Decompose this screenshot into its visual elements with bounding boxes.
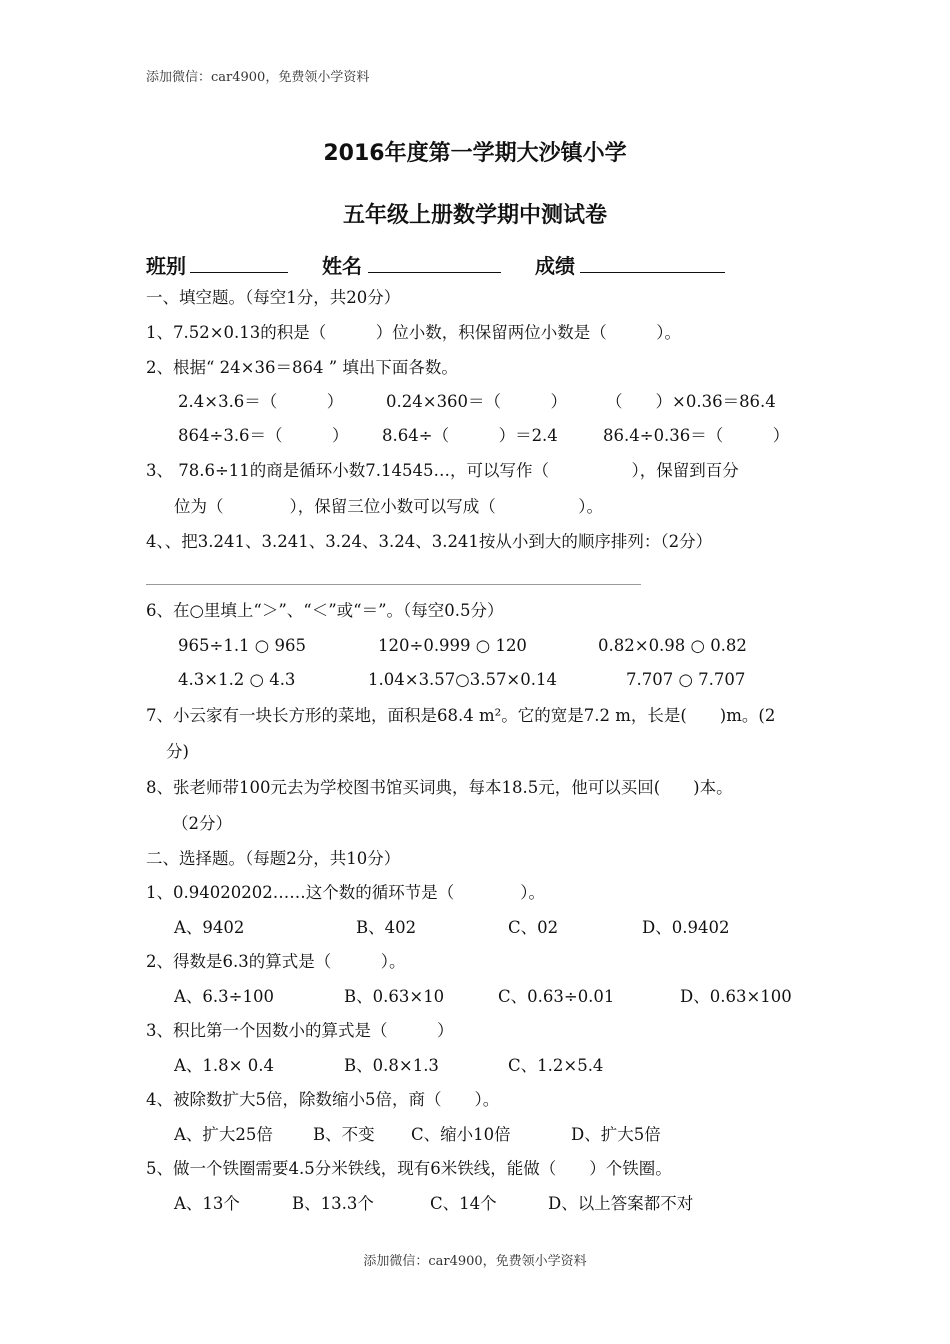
question-7: 7、小云家有一块长方形的菜地，面积是68.4 m²。它的宽是7.2 m，长是( )m。(2 bbox=[146, 706, 776, 725]
option[interactable]: D、以上答案都不对 bbox=[548, 1194, 694, 1213]
section1-heading: 一、填空题。（每空1分，共20分） bbox=[146, 288, 401, 307]
option[interactable]: A、1.8× 0.4 bbox=[174, 1056, 274, 1075]
name-label: 姓名 bbox=[322, 254, 362, 278]
q2-item: （ ）×0.36＝86.4 bbox=[606, 392, 776, 411]
option[interactable]: B、402 bbox=[356, 918, 417, 937]
q2-item: 864÷3.6＝（ ） bbox=[178, 426, 349, 445]
q2-item: 0.24×360＝（ ） bbox=[386, 392, 568, 411]
option[interactable]: A、6.3÷100 bbox=[174, 987, 274, 1006]
option[interactable]: C、缩小10倍 bbox=[411, 1125, 511, 1144]
question-2: 2、根据“ 24×36＝864 ” 填出下面各数。 bbox=[146, 358, 458, 377]
score-blank[interactable] bbox=[580, 272, 725, 273]
choice-question-5: 5、做一个铁圈需要4.5分米铁线，现有6米铁线，能做（ ）个铁圈。 bbox=[146, 1159, 672, 1178]
q6-item: 965÷1.1 ○ 965 bbox=[178, 636, 306, 655]
section2-heading: 二、选择题。（每题2分，共10分） bbox=[146, 849, 401, 868]
choice-question-4: 4、被除数扩大5倍，除数缩小5倍，商（ ）。 bbox=[146, 1090, 500, 1109]
option[interactable]: C、02 bbox=[508, 918, 559, 937]
answer-line[interactable] bbox=[146, 584, 641, 585]
question-6: 6、在○里填上“＞”、“＜”或“＝”。（每空0.5分） bbox=[146, 601, 504, 620]
q2-item: 86.4÷0.36＝（ ） bbox=[603, 426, 790, 445]
header-watermark: 添加微信：car4900，免费领小学资料 bbox=[146, 70, 370, 85]
question-3-cont: 位为（ ），保留三位小数可以写成（ ）。 bbox=[174, 497, 603, 516]
option[interactable]: D、0.9402 bbox=[642, 918, 730, 937]
footer-watermark: 添加微信：car4900，免费领小学资料 bbox=[363, 1254, 587, 1269]
option[interactable]: C、1.2×5.4 bbox=[508, 1056, 604, 1075]
q6-item: 4.3×1.2 ○ 4.3 bbox=[178, 670, 296, 689]
q6-item: 1.04×3.57○3.57×0.14 bbox=[368, 670, 558, 689]
option[interactable]: B、不变 bbox=[313, 1125, 375, 1144]
question-8: 8、张老师带100元去为学校图书馆买词典，每本18.5元，他可以买回( )本。 bbox=[146, 778, 733, 797]
option[interactable]: B、0.63×10 bbox=[344, 987, 445, 1006]
option[interactable]: D、0.63×100 bbox=[680, 987, 792, 1006]
option[interactable]: A、扩大25倍 bbox=[174, 1125, 273, 1144]
page-subtitle: 五年级上册数学期中测试卷 bbox=[342, 203, 607, 228]
option[interactable]: B、0.8×1.3 bbox=[344, 1056, 439, 1075]
option[interactable]: A、13个 bbox=[174, 1194, 240, 1213]
class-label: 班别 bbox=[146, 254, 186, 278]
q6-item: 7.707 ○ 7.707 bbox=[626, 670, 746, 689]
name-blank[interactable] bbox=[368, 272, 501, 273]
q2-item: 8.64÷（ ）＝2.4 bbox=[382, 426, 558, 445]
page-title: 2016年度第一学期大沙镇小学 bbox=[323, 141, 627, 166]
score-label: 成绩 bbox=[535, 254, 575, 278]
question-7-cont: 分) bbox=[166, 742, 189, 761]
question-1: 1、7.52×0.13的积是（ ）位小数，积保留两位小数是（ ）。 bbox=[146, 323, 682, 342]
option[interactable]: A、9402 bbox=[174, 918, 245, 937]
choice-question-3: 3、积比第一个因数小的算式是（ ） bbox=[146, 1021, 454, 1040]
option[interactable]: B、13.3个 bbox=[292, 1194, 374, 1213]
option[interactable]: C、14个 bbox=[430, 1194, 497, 1213]
question-3: 3、 78.6÷11的商是循环小数7.14545…，可以写作（ ），保留到百分 bbox=[146, 461, 739, 480]
question-8-cont: （2分） bbox=[172, 814, 232, 833]
choice-question-1: 1、0.94020202……这个数的循环节是（ ）。 bbox=[146, 883, 545, 902]
option[interactable]: C、0.63÷0.01 bbox=[498, 987, 615, 1006]
q6-item: 120÷0.999 ○ 120 bbox=[378, 636, 527, 655]
question-4: 4、、把3.241、3.241、3.24、3.24、3.241按从小到大的顺序排列：（2分） bbox=[146, 532, 713, 551]
q2-item: 2.4×3.6＝（ ） bbox=[178, 392, 344, 411]
choice-question-2: 2、得数是6.3的算式是（ ）。 bbox=[146, 952, 406, 971]
option[interactable]: D、扩大5倍 bbox=[571, 1125, 661, 1144]
class-blank[interactable] bbox=[190, 272, 288, 273]
q6-item: 0.82×0.98 ○ 0.82 bbox=[598, 636, 747, 655]
